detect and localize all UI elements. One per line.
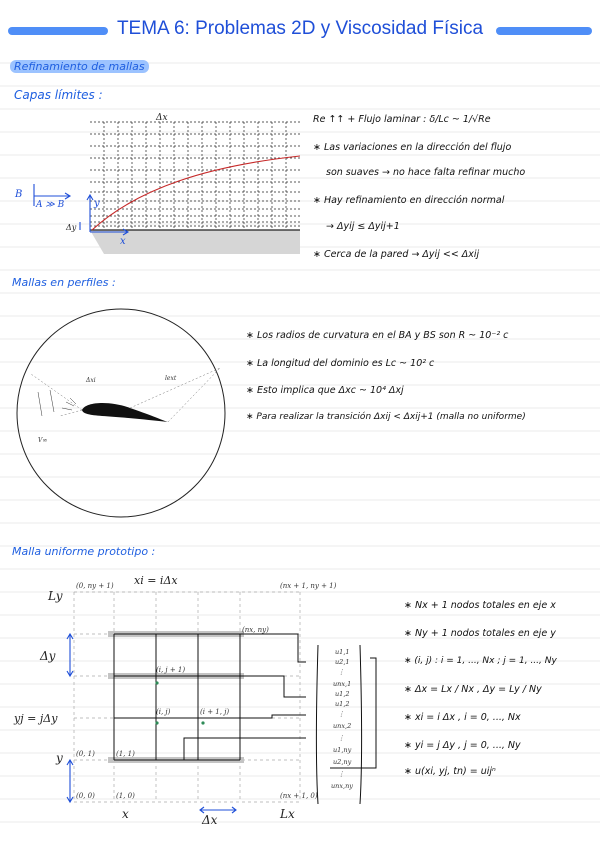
page-title: TEMA 6: Problemas 2D y Viscosidad Física (116, 18, 484, 39)
vec-entry: ⋮ (338, 668, 345, 676)
note1-line1: Re ↑↑ + Flujo laminar : δ/Lc ~ 1/√Re (313, 114, 491, 125)
fig3-Ly-label: Ly (48, 589, 63, 603)
fig2-vinf-label: V∞ (38, 437, 48, 444)
coord-ij: (i, j) (156, 708, 171, 716)
coord-nxny: (nx, ny) (242, 626, 269, 634)
fig3-xi-label: xi = iΔx (134, 574, 178, 587)
vec-entry: unx,1 (333, 680, 352, 688)
coord-00: (0, 0) (76, 792, 95, 800)
boundary-layer-curve (92, 156, 300, 230)
fig1-x-label: x (120, 236, 126, 247)
note3-line7: ∗ u(xi, yj, tn) = uijⁿ (404, 766, 496, 777)
fig1-B-label: B (15, 189, 23, 200)
vec-entry: u1,ny (333, 746, 352, 754)
note2-line1: ∗ Los radios de curvatura en el BA y BS son R ~ 10⁻² c (246, 330, 509, 341)
heading-perfiles: Mallas en perfiles : (12, 276, 116, 289)
vec-entry: u2,ny (333, 758, 352, 766)
heading-refinamiento (10, 60, 149, 73)
coord-11: (1, 1) (116, 750, 135, 758)
fig3-dx-label: Δx (202, 813, 218, 827)
note2-line2: ∗ La longitud del dominio es Lc ~ 10² c (246, 358, 435, 369)
note1-line4: ∗ Hay refinamiento en dirección normal (313, 195, 505, 206)
vec-entry: unx,ny (331, 782, 353, 790)
note3-line5: ∗ xi = i Δx , i = 0, ..., Nx (404, 712, 521, 723)
coord-01: (0, 1) (76, 750, 95, 758)
airfoil-domain-figure (10, 304, 238, 524)
coord-top-right: (nx + 1, ny + 1) (280, 582, 337, 590)
heading-refinamiento-text: Refinamiento de mallas (10, 60, 149, 73)
boundary-layer-figure (8, 108, 300, 256)
fig1-dx-label: Δx (156, 113, 168, 123)
note1-line3: son suaves → no hace falta refinar mucho (326, 167, 526, 178)
note2-line3: ∗ Esto implica que Δxc ~ 10⁴ Δxj (246, 385, 404, 396)
heading-uniforme: Malla uniforme prototipo : (12, 545, 156, 558)
fig3-yj-label: yj = jΔy (14, 712, 58, 725)
fig3-Lx-label: Lx (280, 807, 295, 821)
fig2-dxi-label: Δxi (86, 377, 96, 384)
airfoil-shape (82, 403, 168, 422)
uniform-mesh-figure (4, 572, 392, 834)
fig1-dy-label: Δy (66, 223, 77, 232)
note2-line4: ∗ Para realizar la transición Δxij < Δxij+1 (malla no uniforme) (246, 412, 526, 422)
coord-ij1: (i, j + 1) (156, 666, 186, 674)
note3-line6: ∗ yi = j Δy , j = 0, ..., Ny (404, 740, 521, 751)
coord-top-left: (0, ny + 1) (76, 582, 114, 590)
fig3-y-label: y (56, 751, 63, 765)
note3-line2: ∗ Ny + 1 nodos totales en eje y (404, 628, 556, 639)
note3-line4: ∗ Δx = Lx / Nx , Δy = Ly / Ny (404, 684, 542, 695)
heading-capas: Capas límites : (14, 88, 103, 102)
vec-entry: ⋮ (338, 710, 345, 718)
coord-nx10: (nx + 1, 0) (280, 792, 318, 800)
note3-line3: ∗ (i, j) : i = 1, ..., Nx ; j = 1, ..., Ny (404, 656, 557, 666)
vec-entry: u1,1 (335, 648, 350, 656)
vec-entry: ⋮ (338, 770, 345, 778)
note1-line5: → Δyij ≤ Δyij+1 (326, 221, 400, 232)
coord-10: (1, 0) (116, 792, 135, 800)
fig1-AB-label: A ≫ B (36, 200, 65, 210)
vec-entry: u2,1 (335, 658, 350, 666)
vec-entry: u1,2 (335, 690, 350, 698)
vec-entry: ⋮ (338, 734, 345, 742)
fig3-x-label: x (122, 807, 129, 821)
note1-line2: ∗ Las variaciones en la dirección del flujo (313, 142, 512, 153)
fig3-dy-label: Δy (40, 649, 56, 663)
vec-entry: u1,2 (335, 700, 350, 708)
note3-line1: ∗ Nx + 1 nodos totales en eje x (404, 600, 556, 611)
note1-line6: ∗ Cerca de la pared → Δyij << Δxij (313, 249, 480, 260)
coord-i1j: (i + 1, j) (200, 708, 230, 716)
fig2-lext-label: lext (165, 375, 177, 382)
vec-entry: unx,2 (333, 722, 352, 730)
fig1-y-label: y (94, 198, 100, 209)
